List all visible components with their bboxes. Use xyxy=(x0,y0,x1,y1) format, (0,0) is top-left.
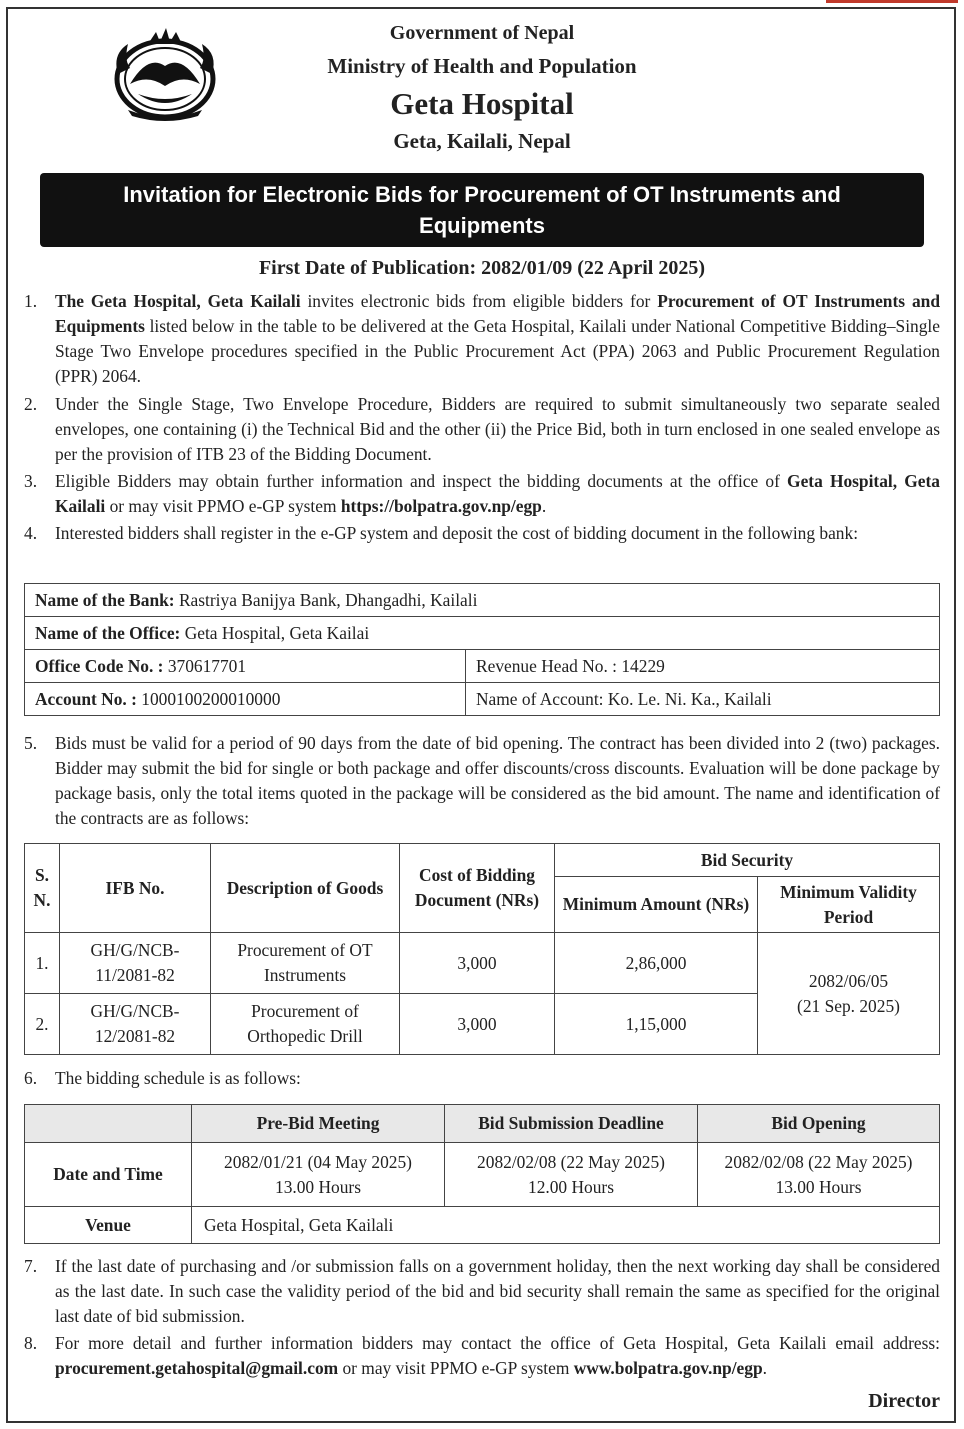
description-line: Instruments xyxy=(263,965,347,985)
bank-name-cell xyxy=(25,584,940,617)
row-sn: 1. xyxy=(25,933,60,994)
paragraph-text: Interested bidders shall register in the e-GP system and deposit the cost of bidding document in the following bank: xyxy=(55,523,859,543)
submission-time: 12.00 Hours xyxy=(528,1176,614,1197)
row-min-amount: 1,15,000 xyxy=(555,994,758,1055)
header-opening: Bid Opening xyxy=(698,1105,940,1143)
government-title: Government of Nepal xyxy=(389,22,575,44)
header-min-amount: Minimum Amount (NRs) xyxy=(555,877,758,933)
paragraph-text: invites electronic bids from eligible bidders for xyxy=(300,291,658,311)
office-name-cell xyxy=(25,617,940,650)
paragraph-number: 7. xyxy=(24,1256,38,1276)
header-ifb-no: IFB No. xyxy=(60,844,211,933)
description-line: Procurement of xyxy=(251,1001,359,1021)
paragraph-text: If the last date of purchasing and /or submission falls on a government holiday, then the next working day shall be considered as the last date. In such case the validity period of the bid and bid security shall remain the same as specified for the original last date of bid submission. xyxy=(55,1256,940,1326)
paragraph-1 xyxy=(24,289,940,389)
header-description: Description of Goods xyxy=(211,844,400,933)
paragraph-number: 4. xyxy=(24,523,38,543)
emphasis-text: Procurement of OT Instruments and Equipments xyxy=(55,291,940,336)
description-line: Orthopedic Drill xyxy=(247,1026,363,1046)
table-row xyxy=(25,933,940,994)
opening-date: 2082/02/08 (22 May 2025) xyxy=(724,1151,913,1172)
pre-bid-cell xyxy=(192,1143,445,1207)
paragraph-text: or may visit PPMO e-GP system xyxy=(105,496,341,516)
submission-date: 2082/02/08 (22 May 2025) xyxy=(477,1151,665,1172)
opening-cell xyxy=(698,1143,940,1207)
opening-time: 13.00 Hours xyxy=(775,1176,862,1197)
paragraph-text: The bidding schedule is as follows: xyxy=(55,1068,301,1088)
paragraph-text: Eligible Bidders may obtain further information and inspect the bidding documents at the office of xyxy=(55,471,788,491)
account-number-cell xyxy=(25,683,466,716)
hospital-title: Geta Hospital xyxy=(390,86,574,121)
paragraph-2 xyxy=(24,392,940,467)
header-sn: S. N. xyxy=(25,844,60,933)
header-bid-security: Bid Security xyxy=(555,844,940,877)
website-link[interactable]: https://bolpatra.gov.np/egp xyxy=(340,496,542,516)
bank-name-value: Rastriya Banijya Bank, Dhangadhi, Kailali xyxy=(174,589,478,610)
header-pre-bid: Pre-Bid Meeting xyxy=(192,1105,445,1143)
contracts-table xyxy=(24,843,940,1055)
website-link[interactable]: www.bolpatra.gov.np/egp xyxy=(573,1358,763,1378)
row-description xyxy=(211,994,400,1055)
paragraph-number: 6. xyxy=(24,1068,38,1088)
row-ifb xyxy=(60,994,211,1055)
row-ifb xyxy=(60,933,211,994)
pre-bid-time: 13.00 Hours xyxy=(275,1176,361,1197)
pre-bid-date: 2082/01/21 (04 May 2025) xyxy=(224,1151,412,1172)
header-cost: Cost of Bidding Document (NRs) xyxy=(400,844,555,933)
ifb-line: 11/2081-82 xyxy=(95,965,175,985)
venue-value: Geta Hospital, Geta Kailali xyxy=(192,1207,940,1244)
header-submission: Bid Submission Deadline xyxy=(445,1105,698,1143)
validity-date: 2082/06/05 xyxy=(808,970,889,991)
row-cost: 3,000 xyxy=(400,994,555,1055)
row-description xyxy=(211,933,400,994)
signatory-title: Director xyxy=(868,1390,940,1412)
paragraph-number: 1. xyxy=(24,291,38,311)
paragraph-text: For more detail and further information bidders may contact the office of Geta Hospital, Geta Kailali email address: xyxy=(55,1333,940,1353)
paragraph-4 xyxy=(24,521,940,546)
banner-line-2: Equipments xyxy=(419,213,545,238)
hospital-location: Geta, Kailali, Nepal xyxy=(393,129,571,153)
emphasis-text: Geta Hospital, Geta Kailali xyxy=(55,471,940,516)
row-cost: 3,000 xyxy=(400,933,555,994)
paragraph-text: . xyxy=(541,496,547,516)
paragraph-number: 3. xyxy=(24,471,38,491)
account-number-label: Account No. : xyxy=(35,688,137,709)
submission-cell xyxy=(445,1143,698,1207)
paragraph-5 xyxy=(24,731,940,831)
paragraph-8 xyxy=(24,1331,940,1381)
office-name-label: Name of the Office: xyxy=(35,622,181,643)
paragraph-number: 8. xyxy=(24,1333,38,1353)
bank-details-table xyxy=(24,583,940,716)
publication-date: First Date of Publication: 2082/01/09 (22 April 2025) xyxy=(258,257,706,279)
header-validity: Minimum Validity Period xyxy=(758,877,940,933)
emphasis-text: The Geta Hospital, Geta Kailali xyxy=(55,291,301,311)
ifb-line: 12/2081-82 xyxy=(94,1026,176,1046)
paragraph-text: . xyxy=(762,1358,767,1378)
top-red-strip xyxy=(826,0,958,3)
ifb-line: GH/G/NCB- xyxy=(90,1001,180,1021)
bank-name-label: Name of the Bank: xyxy=(35,589,175,610)
ifb-line: GH/G/NCB- xyxy=(90,940,180,960)
row-sn: 2. xyxy=(25,994,60,1055)
email-link[interactable]: procurement.getahospital@gmail.com xyxy=(55,1358,339,1378)
schedule-row-date xyxy=(25,1143,940,1207)
revenue-head-cell: Revenue Head No. : 14229 xyxy=(466,650,940,683)
validity-date-ad: (21 Sep. 2025) xyxy=(797,995,900,1016)
paragraph-7 xyxy=(24,1254,940,1329)
ministry-title: Ministry of Health and Population xyxy=(327,54,637,78)
paragraph-text: or may visit PPMO e-GP system xyxy=(338,1358,574,1378)
banner-line-1: Invitation for Electronic Bids for Procurement of OT Instruments and xyxy=(123,182,841,207)
office-code-cell xyxy=(25,650,466,683)
paragraph-text: Under the Single Stage, Two Envelope Procedure, Bidders are required to submit simultaneously two separate sealed envelopes, one containing (i) the Technical Bid and the other (ii) the Price Bid, both in turn enclosed in one sealed envelope as per the provision of ITB 23 of the Bidding Document. xyxy=(55,394,940,464)
account-name-cell: Name of Account: Ko. Le. Ni. Ka., Kailali xyxy=(466,683,940,716)
paragraph-number: 5. xyxy=(24,733,38,753)
venue-label: Venue xyxy=(25,1207,192,1244)
validity-period xyxy=(758,933,940,1055)
paragraph-6 xyxy=(24,1066,940,1091)
bidding-schedule-table xyxy=(24,1104,940,1244)
office-code-label: Office Code No. : xyxy=(35,655,164,676)
office-name-value: Geta Hospital, Geta Kailai xyxy=(180,622,370,643)
schedule-row-venue xyxy=(25,1207,940,1244)
row-min-amount: 2,86,000 xyxy=(555,933,758,994)
paragraph-number: 2. xyxy=(24,394,38,414)
notice-title-banner xyxy=(40,173,924,247)
description-line: Procurement of OT xyxy=(237,940,373,960)
paragraph-text: Bids must be valid for a period of 90 days from the date of bid opening. The contract has been divided into 2 (two) packages. Bidder may submit the bid for single or both package and offer discounts/cross discounts. Evaluation will be done package by package basis, only the total items quoted in the package will be considered as the bid amount. The name and identification of the contracts are as follows: xyxy=(55,733,940,828)
paragraph-text: listed below in the table to be delivered at the Geta Hospital, Kailali under National Competitive Bidding–Single Stage Two Envelope procedures specified in the Public Procurement Act (PPA) 2063 and Public Procurement Regulation (PPR) 2064. xyxy=(55,316,940,386)
schedule-corner xyxy=(25,1105,192,1143)
office-code-value: 370617701 xyxy=(163,655,247,676)
paragraph-3 xyxy=(24,469,940,519)
date-time-label: Date and Time xyxy=(25,1143,192,1207)
account-number-value: 1000100200010000 xyxy=(136,688,281,709)
